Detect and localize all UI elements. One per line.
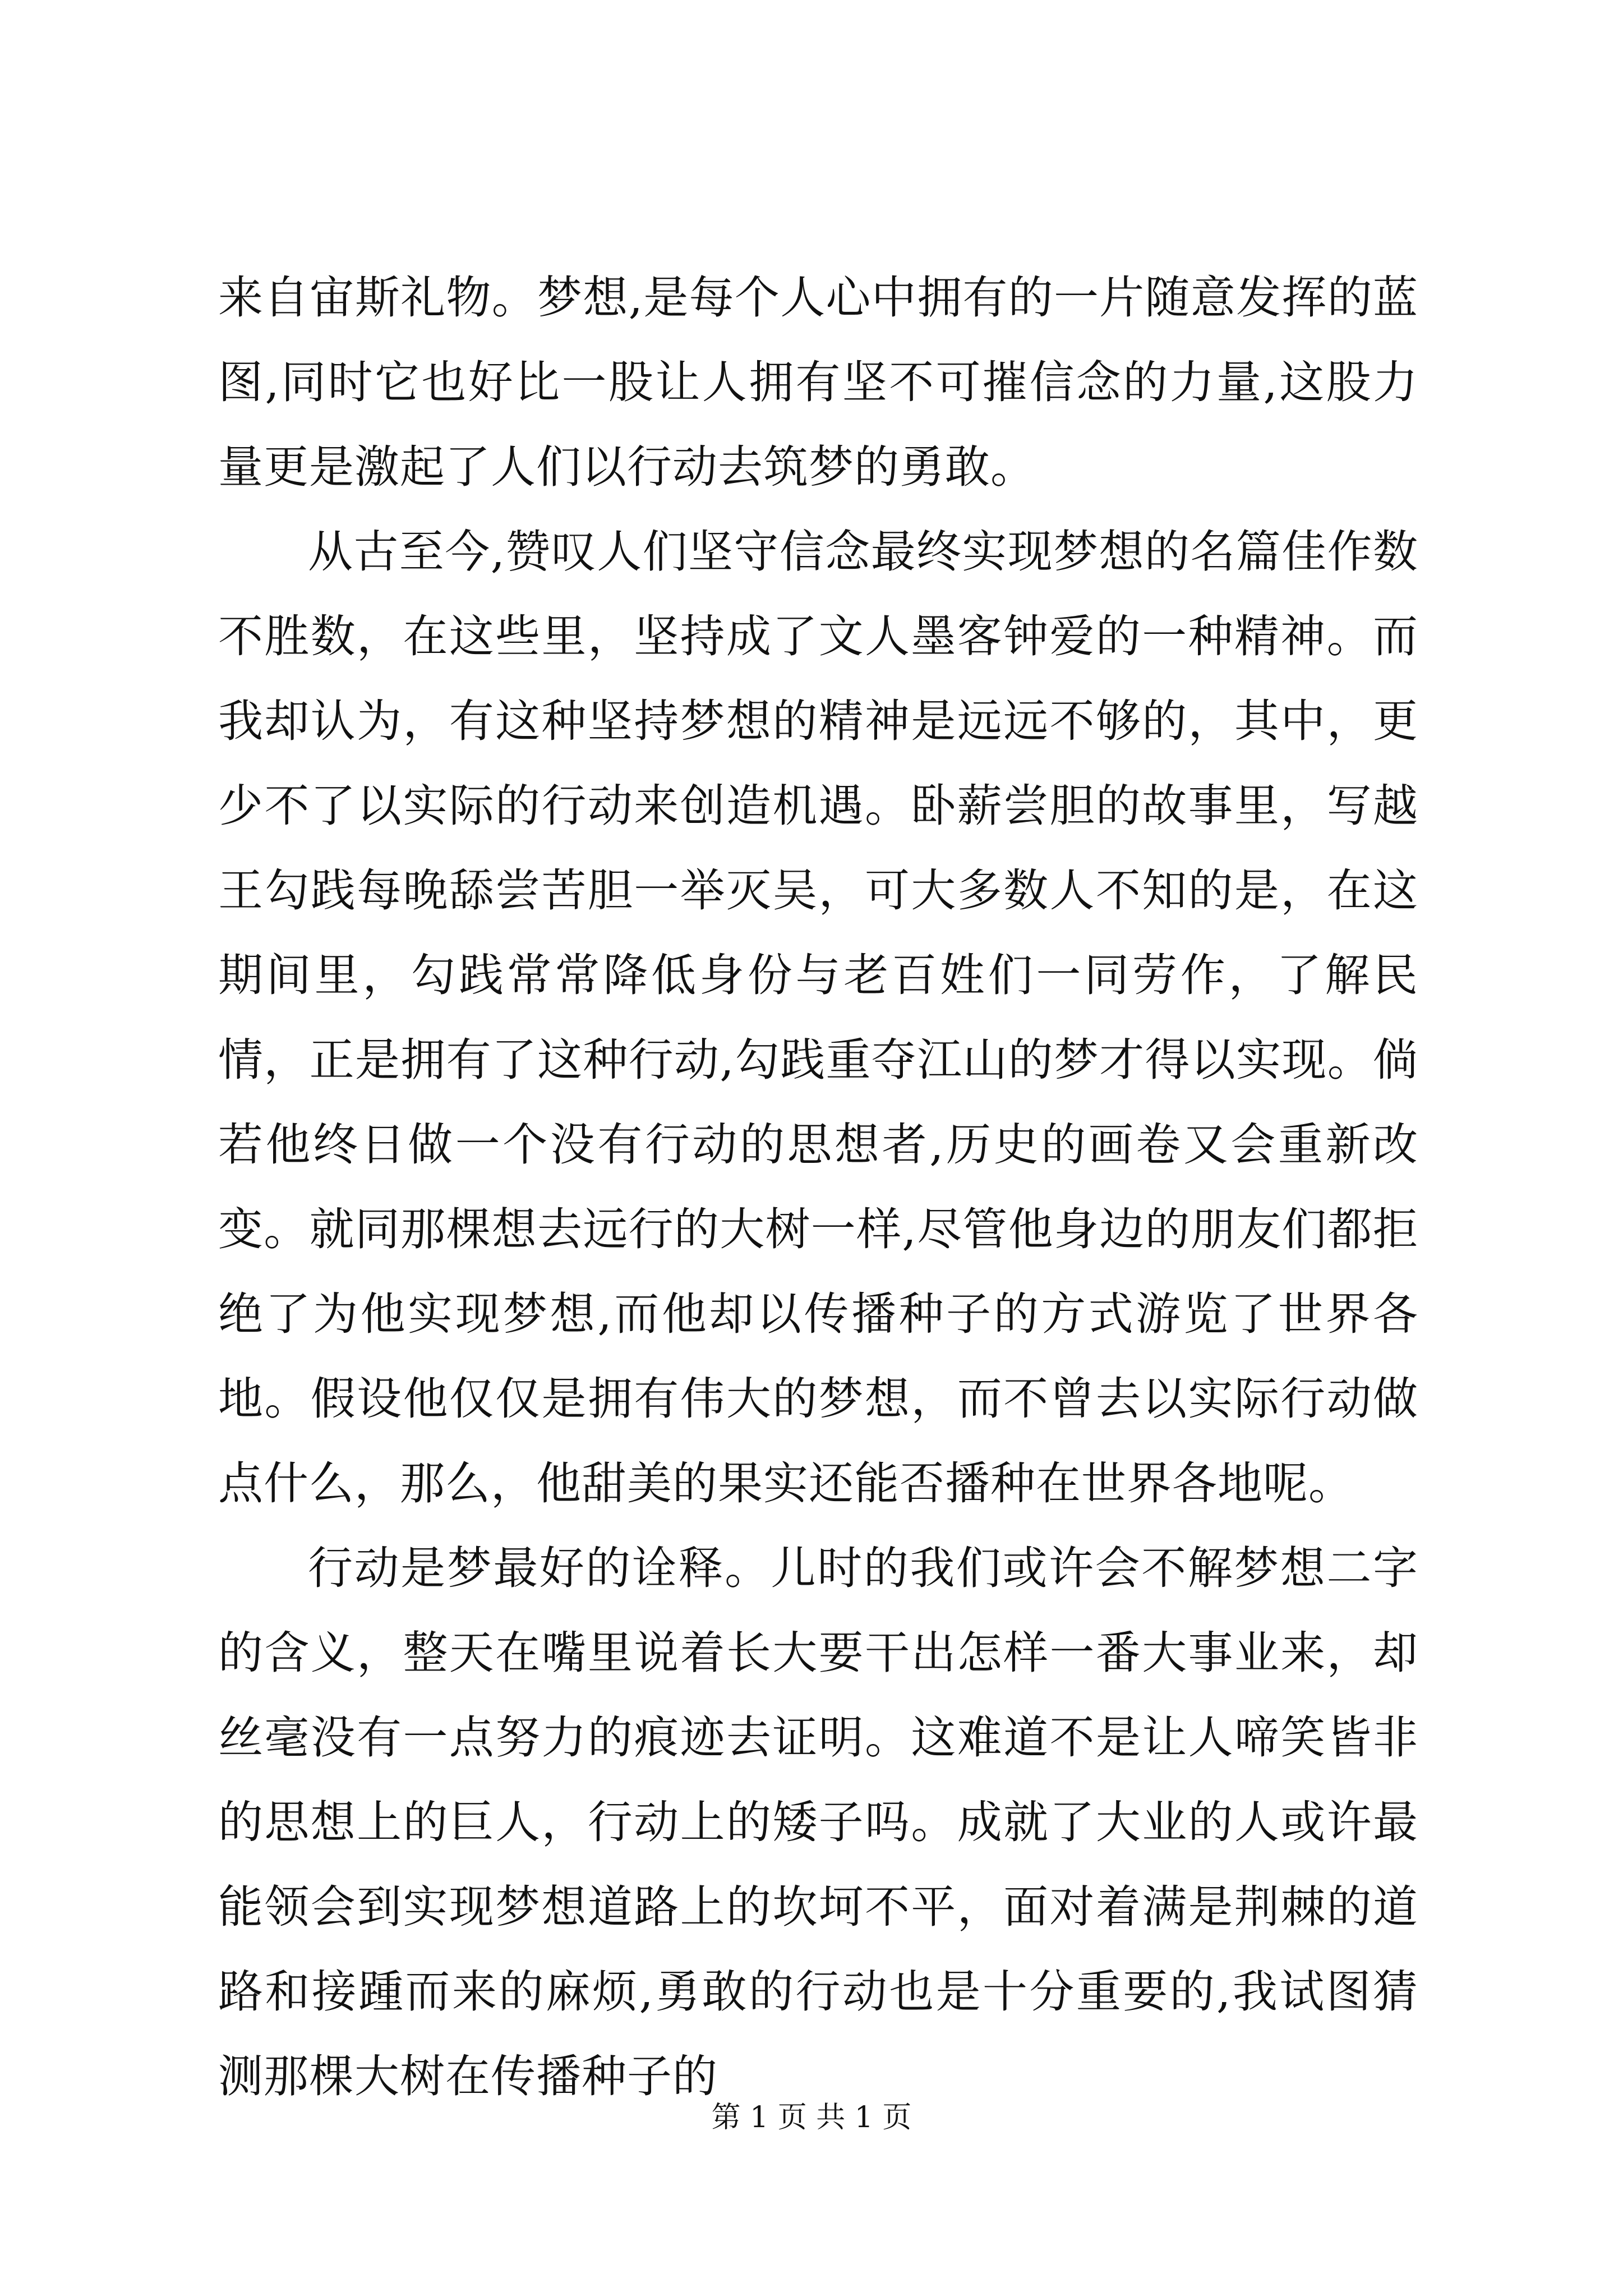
paragraph-2: 从古至今,赞叹人们坚守信念最终实现梦想的名篇佳作数不胜数，在这些里，坚持成了文人墨客钟爱的一种精神。而我却认为，有这种坚持梦想的精神是远远不够的，其中，更少不了以实际的行动来创造机遇。卧薪尝胆的故事里，写越王勾践每晚舔尝苦胆一举灭吴，可大多数人不知的是，在这期间里，勾践常常降低身份与老百姓们一同劳作，了解民情，正是拥有了这种行动,勾践重夺江山的梦才得以实现。倘若他终日做一个没有行动的思想者,历史的画卷又会重新改变。就同那棵想去远行的大树一样,尽管他身边的朋友们都拒绝了为他实现梦想,而他却以传播种子的方式游览了世界各地。假设他仅仅是拥有伟大的梦想，而不曾去以实际行动做点什么，那么，他甜美的果实还能否播种在世界各地呢。 xyxy=(218,526,1418,1510)
paragraph-1: 来自宙斯礼物。梦想,是每个人心中拥有的一片随意发挥的蓝图,同时它也好比一股让人拥有坚不可摧信念的力量,这股力量更是激起了人们以行动去筑梦的勇敢。 xyxy=(218,272,1418,493)
page-number-label: 第 1 页 共 1 页 xyxy=(711,2101,912,2134)
paragraph-3: 行动是梦最好的诠释。儿时的我们或许会不解梦想二字的含义，整天在嘴里说着长大要干出怎样一番大事业来，却丝毫没有一点努力的痕迹去证明。这难道不是让人啼笑皆非的思想上的巨人，行动上的矮子吗。成就了大业的人或许最能领会到实现梦想道路上的坎坷不平，面对着满是荆棘的道路和接踵而来的麻烦,勇敢的行动也是十分重要的,我试图猜测那棵大树在传播种子的 xyxy=(218,1542,1418,2102)
page-footer xyxy=(0,2098,1623,2137)
document-body xyxy=(218,255,1418,2119)
